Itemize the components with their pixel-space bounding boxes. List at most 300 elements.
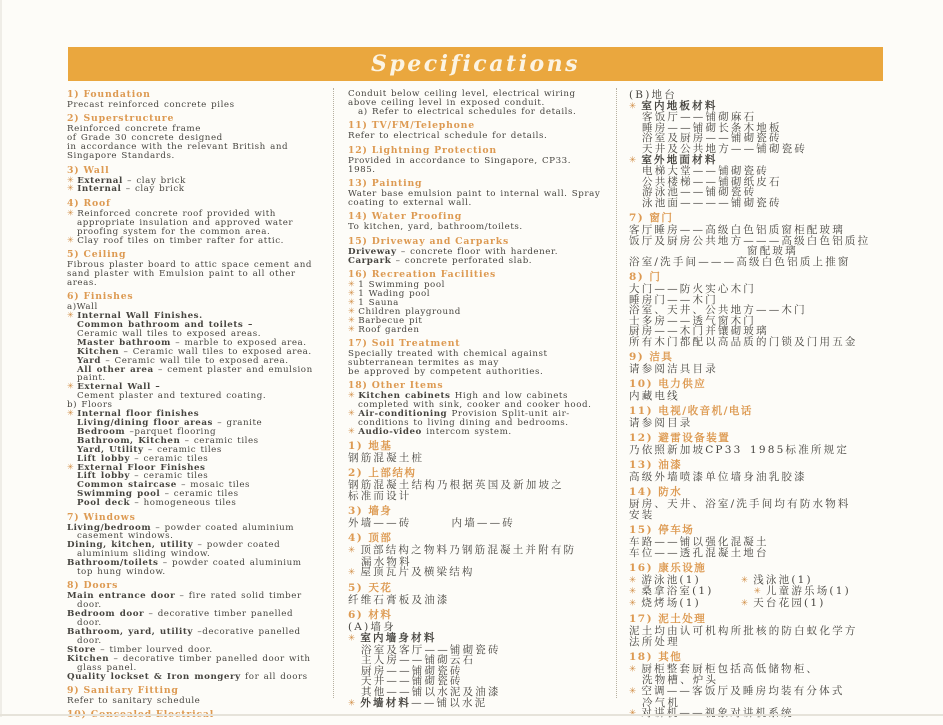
spec-line <box>67 673 333 682</box>
spec-line <box>67 366 333 375</box>
text-segment: 儿童游乐场(1) <box>765 585 851 598</box>
spec-line <box>348 453 614 464</box>
text-segment: – Ceramic wall tile to exposed area. <box>101 355 289 366</box>
text-segment: areas. <box>67 277 98 288</box>
text-segment: be approved by competent authorities. <box>348 366 544 377</box>
text-segment-bold: Kitchen <box>77 346 120 357</box>
text-segment: 窗配玻璃 <box>747 245 798 258</box>
text-segment-bold: Air-conditioning <box>358 408 448 419</box>
text-segment: – Ceramic wall tiles to exposed area. <box>119 346 312 357</box>
section-heading: 16) Recreation Facilities <box>348 268 497 280</box>
section-heading: 16) 康乐设施 <box>629 561 707 574</box>
text-segment: 车路——铺以强化混凝土 <box>629 536 769 549</box>
text-segment-bold: Main entrance door <box>67 591 176 602</box>
section-heading: 6) 材料 <box>348 609 393 622</box>
list-bullet-icon: ✳ <box>67 310 75 320</box>
scan-edge <box>0 714 943 716</box>
text-segment: subterranean termites as may <box>348 357 499 368</box>
text-segment: – ceramic tiles <box>129 471 209 482</box>
text-segment-bold: Internal Wall Finishes. <box>77 311 203 322</box>
text-segment: 钢筋混凝土结构乃根据英国及新加坡之 <box>348 479 564 492</box>
text-segment: Provision Split-unit air- <box>447 408 570 419</box>
text-segment-bold: Driveway <box>348 246 397 257</box>
spec-line <box>67 185 333 194</box>
title-banner <box>68 47 883 81</box>
text-segment: Provided in accordance to Singapore, CP33. <box>348 155 572 166</box>
spec-line <box>629 391 917 402</box>
text-segment: – powder coated aluminium <box>151 522 295 533</box>
spec-section <box>348 339 614 377</box>
text-segment: – powder coated aluminium <box>158 558 302 569</box>
section-heading: 8) Doors <box>67 580 119 592</box>
spec-column-right <box>629 90 917 724</box>
section-heading: 13) Painting <box>348 177 423 189</box>
section-heading: 5) Ceiling <box>67 248 127 260</box>
section-heading: 6) Finishes <box>67 291 134 303</box>
text-segment: for all doors <box>240 671 308 682</box>
list-bullet-icon: ✳ <box>740 598 751 609</box>
spec-section <box>348 506 614 529</box>
text-segment: 请参阅目录 <box>629 417 693 430</box>
section-heading: 11) TV/FM/Telephone <box>348 120 475 132</box>
text-segment: – powder coated <box>193 540 281 551</box>
text-segment-bold: Kitchen <box>67 653 110 664</box>
text-segment: Clay roof tiles on timber rafter for attic. <box>77 235 284 246</box>
text-segment: completed with sink, cooker and cooker hood. <box>358 400 592 411</box>
spec-section <box>348 533 614 579</box>
spec-section <box>67 114 333 161</box>
text-segment: 厨房——木门并镶砌玻璃 <box>629 325 769 338</box>
spec-section <box>67 292 333 508</box>
spec-section <box>629 487 917 520</box>
text-segment: 冷气机 <box>642 696 681 709</box>
text-segment-bold: Yard, Utility <box>77 444 144 455</box>
text-segment: – concrete floor with hardener. <box>396 246 559 257</box>
text-segment: 标准而设计 <box>348 489 412 502</box>
spec-line <box>629 198 917 209</box>
section-heading: 10) 电力供应 <box>629 378 707 391</box>
list-bullet-icon: ✳ <box>348 324 356 333</box>
section-heading: 17) Soil Treatment <box>348 337 461 349</box>
text-segment: conditions to living dining and bedrooms. <box>358 417 569 428</box>
text-segment: 车位——透孔混凝土地台 <box>629 546 769 559</box>
text-segment: Fibrous plaster board to attic space cement and <box>67 259 312 270</box>
list-bullet-icon: ✳ <box>67 175 75 185</box>
column-divider <box>333 88 334 698</box>
text-segment: Ceramic wall tiles to exposed areas. <box>77 328 262 339</box>
section-heading: 15) Driveway and Carparks <box>348 235 509 247</box>
section-heading: 2) Superstructure <box>67 113 175 125</box>
spec-section <box>67 90 333 110</box>
spec-line <box>629 548 917 559</box>
text-segment: 漏水物料 <box>361 555 412 568</box>
section-heading: 3) Wall <box>67 164 110 176</box>
text-segment-bold: Dining, kitchen, utility <box>67 540 194 551</box>
spec-line <box>629 510 917 521</box>
text-segment: – ceramic tiles <box>129 453 209 464</box>
text-segment-bold: Internal <box>77 184 122 195</box>
text-segment: of Grade 30 concrete designed <box>67 133 223 144</box>
section-heading: 14) Water Proofing <box>348 211 463 223</box>
text-segment-bold: Bathroom/toilets <box>67 558 159 569</box>
text-segment: – ceramic tiles <box>160 489 239 500</box>
spec-line <box>67 279 333 288</box>
text-segment: – decorative timber panelled <box>144 609 294 620</box>
text-segment: High and low cabinets <box>450 391 568 402</box>
spec-section <box>67 513 333 577</box>
spec-section <box>348 583 614 606</box>
text-segment: Refer to sanitary schedule <box>67 696 201 707</box>
text-segment: (A)墙身 <box>348 621 396 634</box>
list-bullet-icon: ✳ <box>348 567 358 578</box>
text-segment-bold: Quality lockset & Iron mongery <box>67 671 241 682</box>
list-bullet-icon: ✳ <box>67 381 75 391</box>
spec-line <box>348 698 614 710</box>
text-segment-bold: Bedroom door <box>67 609 145 620</box>
text-segment: 内墙——砖 <box>451 516 515 529</box>
spec-line <box>348 491 614 502</box>
text-segment: 电梯大堂——铺砌瓷砖 <box>642 165 769 178</box>
text-segment: – homogeneous tiles <box>130 498 237 509</box>
list-bullet-icon: ✳ <box>348 426 356 436</box>
spec-section <box>348 610 614 709</box>
section-heading: 5) 天花 <box>348 582 393 595</box>
section-heading: 12) Lightning Protection <box>348 144 497 156</box>
spec-line <box>348 108 614 117</box>
text-segment: Barbecue pit <box>358 315 423 326</box>
text-segment-bold: Pool deck <box>77 498 131 509</box>
text-segment: 厨房、天井、浴室/洗手间均有防水物料 <box>629 498 851 511</box>
text-segment: 浴室/洗手间———高级白色铝质上推窗 <box>629 255 851 268</box>
text-segment: 1985. <box>348 164 376 175</box>
text-segment-bold: Bedroom <box>77 426 126 437</box>
spec-line <box>67 697 333 706</box>
spec-section <box>629 614 917 647</box>
text-segment: ——铺以水泥 <box>411 696 488 709</box>
list-bullet-icon: ✳ <box>348 545 358 556</box>
spec-section <box>67 581 333 681</box>
list-bullet-icon: ✳ <box>629 101 639 112</box>
text-segment: 其他——铺以水泥及油漆 <box>361 685 501 698</box>
list-bullet-icon: ✳ <box>348 297 356 307</box>
spec-section <box>629 406 917 429</box>
section-heading: 9) 洁具 <box>629 350 674 363</box>
text-segment-bold: Living/dining floor areas <box>77 417 213 428</box>
text-segment: – cement plaster and emulsion <box>153 364 313 375</box>
text-segment: –parquet flooring <box>125 426 217 437</box>
text-segment: 主人房——铺砌云石 <box>361 654 476 667</box>
text-segment: 公共楼梯——铺砌纸皮石 <box>642 175 782 188</box>
spec-line <box>629 257 917 268</box>
spec-section <box>629 563 917 610</box>
text-segment: – concrete perforated slab. <box>391 255 533 266</box>
spec-section <box>629 352 917 375</box>
text-segment: – ceramic tiles <box>143 444 222 455</box>
text-segment: 泳池面————铺砌瓷砖 <box>642 196 782 209</box>
text-segment: a) Refer to electrical schedules for details. <box>358 106 577 117</box>
section-heading: 15) 停车场 <box>629 524 695 537</box>
spec-line <box>348 326 614 335</box>
spec-line <box>348 199 614 208</box>
spec-section <box>348 441 614 464</box>
section-heading: 7) 窗门 <box>629 212 674 225</box>
spec-section <box>67 686 333 706</box>
spec-line <box>629 445 917 456</box>
spec-line <box>67 237 333 246</box>
text-segment: 天井——铺砌瓷砖 <box>361 675 463 688</box>
list-bullet-icon: ✳ <box>348 315 356 325</box>
spec-line <box>348 157 614 166</box>
spec-line <box>67 568 333 577</box>
text-segment: 钢筋混凝土桩 <box>348 452 425 465</box>
section-heading: 2) 上部结构 <box>348 467 417 480</box>
text-segment-bold: 室内地板材料 <box>641 99 718 112</box>
list-bullet-icon: ✳ <box>67 183 75 193</box>
list-bullet-icon: ✳ <box>67 408 75 418</box>
spec-line <box>629 499 917 510</box>
section-heading: 3) 墙身 <box>348 504 393 517</box>
spec-section <box>629 433 917 456</box>
text-segment-bold: External Wall – <box>77 382 161 393</box>
section-heading: 9) Sanitary Fitting <box>67 685 179 697</box>
spec-line <box>348 428 614 437</box>
text-segment: 睡房——铺砌长条木地板 <box>642 121 782 134</box>
text-segment: Roof garden <box>358 324 420 335</box>
spec-line <box>348 567 614 579</box>
spec-section <box>67 199 333 246</box>
text-segment: 屋顶瓦片及横梁结构 <box>360 566 475 579</box>
text-segment: door. <box>77 618 102 629</box>
text-segment: 浅泳池(1) <box>753 573 813 586</box>
text-segment: 1 Swimming pool <box>358 279 445 290</box>
text-segment: – ceramic tiles <box>180 435 259 446</box>
text-segment: – granite <box>212 417 263 428</box>
section-heading: 7) Windows <box>67 511 136 523</box>
text-segment-bold: Lift lobby <box>77 453 130 464</box>
list-bullet-icon: ✳ <box>629 664 639 675</box>
text-segment-bold: Bathroom, Kitchen <box>77 435 181 446</box>
spec-line <box>67 270 333 279</box>
spec-line <box>348 166 614 175</box>
spec-section <box>348 90 614 117</box>
text-segment: – fire rated solid timber <box>175 591 302 602</box>
text-segment: – clay brick <box>121 184 185 195</box>
section-heading: 14) 防水 <box>629 486 683 499</box>
list-bullet-icon: ✳ <box>740 575 751 586</box>
text-segment: Conduit below ceiling level, electrical wiring <box>348 89 576 99</box>
text-segment: 空调——客饭厅及睡房均装有分体式 <box>641 684 845 697</box>
text-segment: 天井及公共地方——铺砌瓷砖 <box>642 142 808 155</box>
spec-column-middle <box>348 90 614 714</box>
text-segment-bold: 室内墙身材料 <box>360 632 437 644</box>
text-segment: 1 Wading pool <box>358 288 431 299</box>
section-heading: 18) 其他 <box>629 650 683 663</box>
spec-section <box>67 166 333 195</box>
text-segment: – clay brick <box>122 175 186 186</box>
text-segment: Children playground <box>358 306 461 317</box>
text-segment: 游泳池(1) <box>641 573 701 586</box>
spec-line <box>629 337 917 348</box>
spec-line <box>67 499 333 508</box>
text-segment: 纤维石膏板及油漆 <box>348 594 450 607</box>
spec-line <box>67 628 333 637</box>
text-segment-bold: Common staircase <box>77 480 177 491</box>
text-segment: 法所处理 <box>629 635 680 648</box>
spec-line <box>629 418 917 429</box>
spec-section <box>629 379 917 402</box>
spec-line <box>629 472 917 483</box>
text-segment: door. <box>77 636 102 646</box>
section-heading: 12) 避雷设备装置 <box>629 432 731 445</box>
text-segment: 浴室、天井、公共地方——木门 <box>629 304 807 317</box>
text-segment: 泥土均由认可机构所批核的防白蚁化学方 <box>629 625 858 638</box>
text-segment: top hung window. <box>77 567 166 578</box>
spec-line <box>629 364 917 375</box>
text-segment-bold: External Floor Finishes <box>77 462 206 473</box>
text-segment: b) Floors <box>67 400 113 411</box>
spec-section <box>348 212 614 232</box>
spec-section <box>348 468 614 501</box>
text-segment: 浴室及厨房——铺砌瓷砖 <box>642 132 782 145</box>
list-bullet-icon: ✳ <box>629 598 639 609</box>
text-segment: intercom system. <box>421 426 512 437</box>
text-segment: 游泳池——铺砌瓷砖 <box>642 186 757 199</box>
text-segment: – timber lourved door. <box>95 644 213 655</box>
list-bullet-icon: ✳ <box>348 390 356 400</box>
text-segment: 烧烤场(1) <box>641 597 701 609</box>
text-segment: To kitchen, yard, bathroom/toilets. <box>348 222 523 233</box>
text-segment: glass panel. <box>77 662 137 673</box>
text-segment-bold: 外墙材料 <box>360 696 412 709</box>
text-segment: above ceiling level in exposed conduit. <box>348 97 545 108</box>
spec-section <box>348 121 614 141</box>
text-segment: Refer to electrical schedule for details. <box>348 131 548 142</box>
spec-column-left <box>67 90 333 725</box>
list-bullet-icon: ✳ <box>348 633 358 644</box>
spec-line <box>67 101 333 110</box>
section-heading: 18) Other Items <box>348 380 444 392</box>
list-bullet-icon: ✳ <box>67 235 75 245</box>
text-segment: 厨房——铺砌瓷砖 <box>361 664 463 677</box>
text-segment: in accordance with the relevant British and <box>67 142 289 153</box>
section-heading: 8) 门 <box>629 270 662 283</box>
text-segment: 浴室及客厅——铺砌瓷砖 <box>361 643 501 656</box>
text-segment-bold: Carpark <box>348 255 392 266</box>
scan-edge <box>0 0 2 717</box>
text-segment: 1 Sauna <box>358 297 399 308</box>
text-segment-bold: All other area <box>77 364 154 375</box>
list-bullet-icon: ✳ <box>753 586 763 597</box>
text-segment: 内藏电线 <box>629 390 680 403</box>
text-segment: Reinforced concrete roof provided with <box>77 208 276 219</box>
text-segment-bold: Swimming pool <box>77 489 161 500</box>
spec-line <box>348 595 614 606</box>
text-segment: –decorative panelled <box>193 627 301 638</box>
section-heading: 11) 电视/收音机/电话 <box>629 405 753 418</box>
text-segment: a)Wall <box>67 302 98 313</box>
text-segment: 士多房——透气窗木门 <box>629 314 756 327</box>
list-bullet-icon: ✳ <box>629 155 639 166</box>
text-segment-bold: Audio-video <box>358 426 422 437</box>
text-segment: 客饭厅——铺砌麻石 <box>642 111 757 124</box>
list-bullet-icon: ✳ <box>67 208 75 218</box>
text-segment: Specially treated with chemical against <box>348 348 548 359</box>
text-segment: Cement plaster and textured coating. <box>77 391 267 402</box>
spec-section <box>348 237 614 266</box>
section-heading: 13) 油漆 <box>629 459 683 472</box>
text-segment: 洗物槽、炉头 <box>642 674 719 687</box>
spec-section <box>629 525 917 558</box>
spec-line <box>348 518 614 529</box>
text-segment-bold: Living/bedroom <box>67 522 152 533</box>
spec-section <box>348 179 614 208</box>
text-segment: 客厅睡房——高级白色铝质窗柜配玻璃 <box>629 224 845 237</box>
spec-line <box>629 637 917 648</box>
text-segment-bold: Common bathroom and toilets – <box>77 320 253 330</box>
text-segment: 高级外墙喷漆单位墙身油乳胶漆 <box>629 471 807 484</box>
spec-section <box>629 460 917 483</box>
text-segment: 天台花园(1) <box>753 597 826 609</box>
text-segment: – marble to exposed area. <box>170 337 307 348</box>
text-segment: sand plaster with Emulsion paint to all other <box>67 268 296 279</box>
text-segment: 饭厅及厨房公共地方———高级白色铝质拉 <box>629 234 871 247</box>
spec-section <box>67 250 333 288</box>
spec-section <box>348 381 614 437</box>
spec-line <box>348 223 614 232</box>
section-heading: 1) 地基 <box>348 440 393 453</box>
section-heading: 1) Foundation <box>67 89 151 100</box>
text-segment: 睡房门——木门 <box>629 293 718 306</box>
text-segment: 顶部结构之物料乃钢筋混凝土并附有防 <box>360 544 577 557</box>
text-segment: 桑拿浴室(1) <box>641 585 714 598</box>
list-bullet-icon: ✳ <box>348 698 358 709</box>
text-segment: aluminium sliding window. <box>77 549 211 560</box>
text-segment-bold: 室外地面材料 <box>641 153 718 166</box>
text-segment: 安装 <box>629 509 655 522</box>
section-heading: 4) Roof <box>67 197 111 209</box>
section-heading: 4) 顶部 <box>348 532 393 545</box>
text-segment: appropriate insulation and approved water <box>77 217 294 228</box>
text-segment: Precast reinforced concrete piles <box>67 100 235 110</box>
list-bullet-icon: ✳ <box>348 288 356 298</box>
spec-line <box>67 592 333 601</box>
spec-section <box>629 90 917 209</box>
spec-line <box>67 152 333 161</box>
spec-section <box>348 270 614 334</box>
text-segment: door. <box>77 600 102 611</box>
text-segment-bold: Master bathroom <box>77 337 171 348</box>
text-segment: 乃依照新加坡CP33 1985标准所规定 <box>629 444 850 457</box>
text-segment: 外墙——砖 <box>348 516 412 529</box>
spec-section <box>629 652 917 720</box>
text-segment: 大门——防火实心木门 <box>629 282 756 295</box>
text-segment: Reinforced concrete frame <box>67 124 201 135</box>
text-segment: coating to external wall. <box>348 197 472 208</box>
list-bullet-icon: ✳ <box>67 462 75 471</box>
text-segment: paint. <box>77 373 106 384</box>
section-heading: 17) 泥土处理 <box>629 613 707 626</box>
text-segment: 请参阅洁具目录 <box>629 362 718 375</box>
spec-line <box>348 368 614 377</box>
text-segment-bold: External <box>77 175 123 186</box>
text-segment-bold: Bathroom, yard, utility <box>67 627 194 638</box>
text-segment: – decorative timber panelled door with <box>109 653 311 664</box>
list-bullet-icon: ✳ <box>629 586 639 597</box>
text-segment: (B)地台 <box>629 89 677 101</box>
page-title: Specifications <box>370 51 581 77</box>
list-bullet-icon: ✳ <box>629 686 639 697</box>
spec-section <box>348 146 614 175</box>
